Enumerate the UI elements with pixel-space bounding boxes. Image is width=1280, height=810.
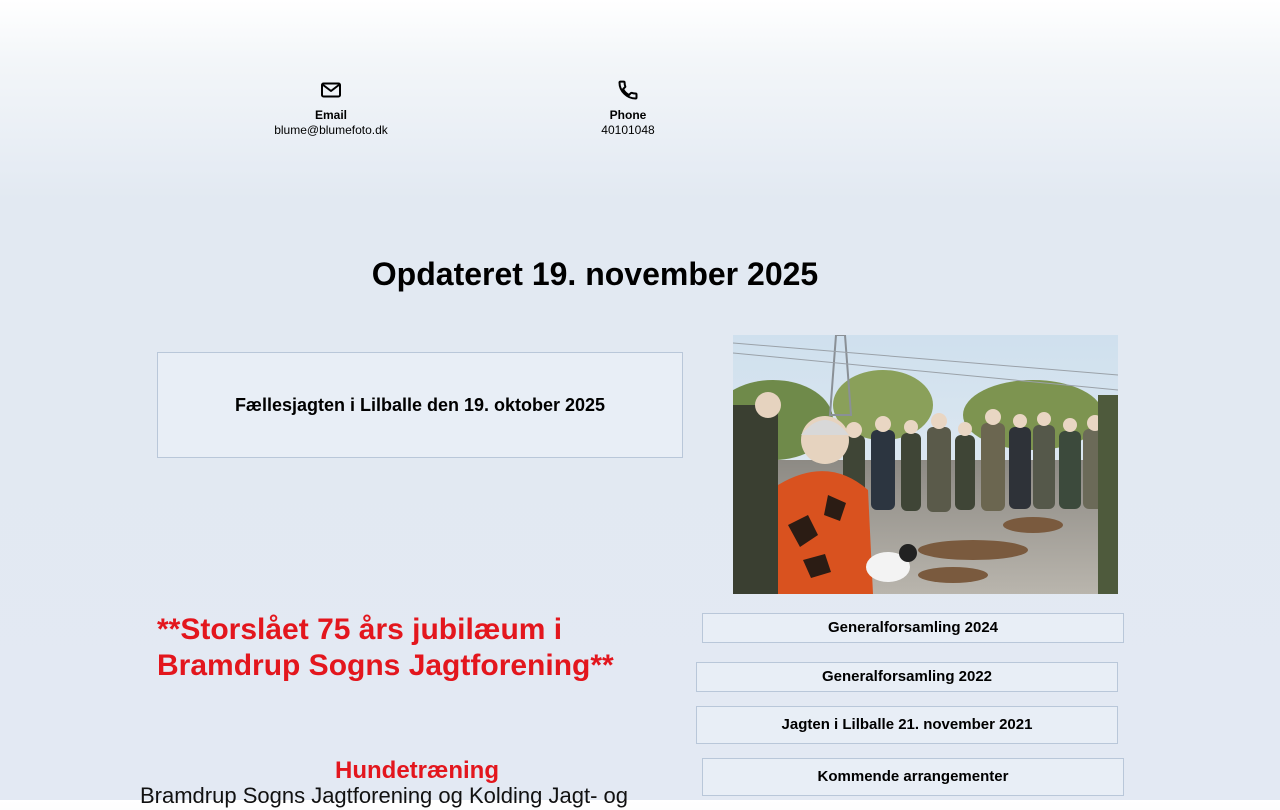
mail-icon: [319, 78, 343, 102]
email-value[interactable]: blume@blumefoto.dk: [274, 123, 388, 137]
phone-label: Phone: [609, 108, 647, 122]
dog-training-heading: Hundetræning: [335, 757, 499, 784]
jubilee-heading: **Storslået 75 års jubilæum i Bramdrup Sogns Jagtforening**: [157, 613, 614, 682]
generalforsamling-2024-button[interactable]: Generalforsamling 2024: [702, 613, 1124, 643]
generalforsamling-2022-button[interactable]: Generalforsamling 2022: [696, 662, 1118, 692]
hunt-photo: [733, 335, 1118, 594]
email-label: Email: [314, 108, 347, 122]
kommende-arrangementer-button[interactable]: Kommende arrangementer: [702, 758, 1124, 796]
jagten-lilballe-2021-button[interactable]: Jagten i Lilballe 21. november 2021: [696, 706, 1118, 744]
phone-icon: [616, 78, 640, 102]
faellesjagt-button[interactable]: Fællesjagten i Lilballe den 19. oktober 2025: [157, 352, 683, 458]
dog-training-text: Bramdrup Sogns Jagtforening og Kolding Jagt- og: [140, 783, 628, 808]
page-title: Opdateret 19. november 2025: [371, 256, 819, 292]
email-contact[interactable]: [231, 78, 431, 138]
phone-contact[interactable]: [528, 78, 728, 138]
phone-value[interactable]: 40101048: [601, 123, 655, 137]
